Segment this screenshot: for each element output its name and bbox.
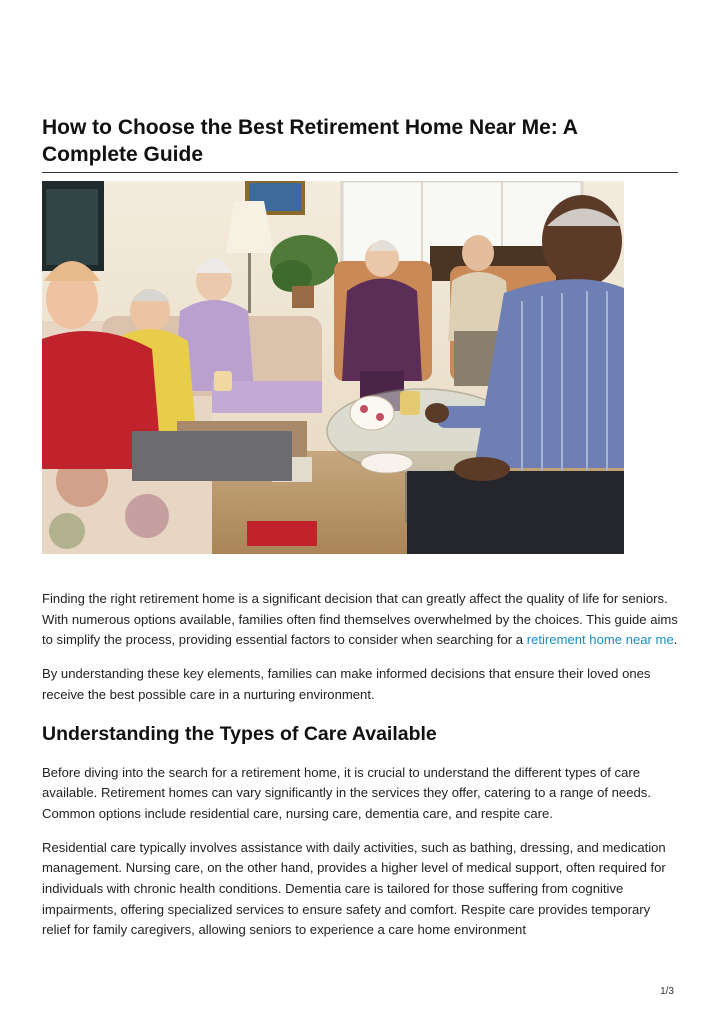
section-paragraph-1: Before diving into the search for a retirement home, it is crucial to understand the different types of care available. Retirement homes can vary significantly in the services they offer, catering to a range of needs. Common options include residential care, nursing care, dementia care, and respite care.: [42, 764, 651, 821]
seniors-lounge-photo: [42, 181, 624, 554]
intro-paragraph-1: Finding the right retirement home is a significant decision that can greatly affect the quality of life for seniors. With numerous options available, families often find themselves overwhelmed by the choices. This guide aims to simplify the process, providing essential factors to consider when searching for a retirement home near me.: [42, 591, 678, 648]
section-heading: Understanding the Types of Care Available: [42, 722, 437, 745]
page-number: 1/3: [660, 986, 674, 997]
article-body: [42, 589, 682, 954]
intro-paragraph-2: By understanding these key elements, families can make informed decisions that ensure their loved ones receive the best possible care in a nurturing environment.: [42, 666, 651, 702]
section-paragraph-2: Residential care typically involves assistance with daily activities, such as bathing, dressing, and medication management. Nursing care, on the other hand, provides a higher level of medical support, often required for individuals with chronic health conditions. Dementia care is tailored for those suffering from cognitive impairments, offering specialized services to ensure safety and comfort. Respite care provides temporary relief for family caregivers, allowing seniors to experience a care home environment: [42, 839, 666, 938]
retirement-home-link[interactable]: retirement home near me: [526, 632, 674, 648]
page-title: How to Choose the Best Retirement Home Near Me: A Complete Guide: [42, 116, 578, 167]
title-divider: [42, 172, 678, 173]
